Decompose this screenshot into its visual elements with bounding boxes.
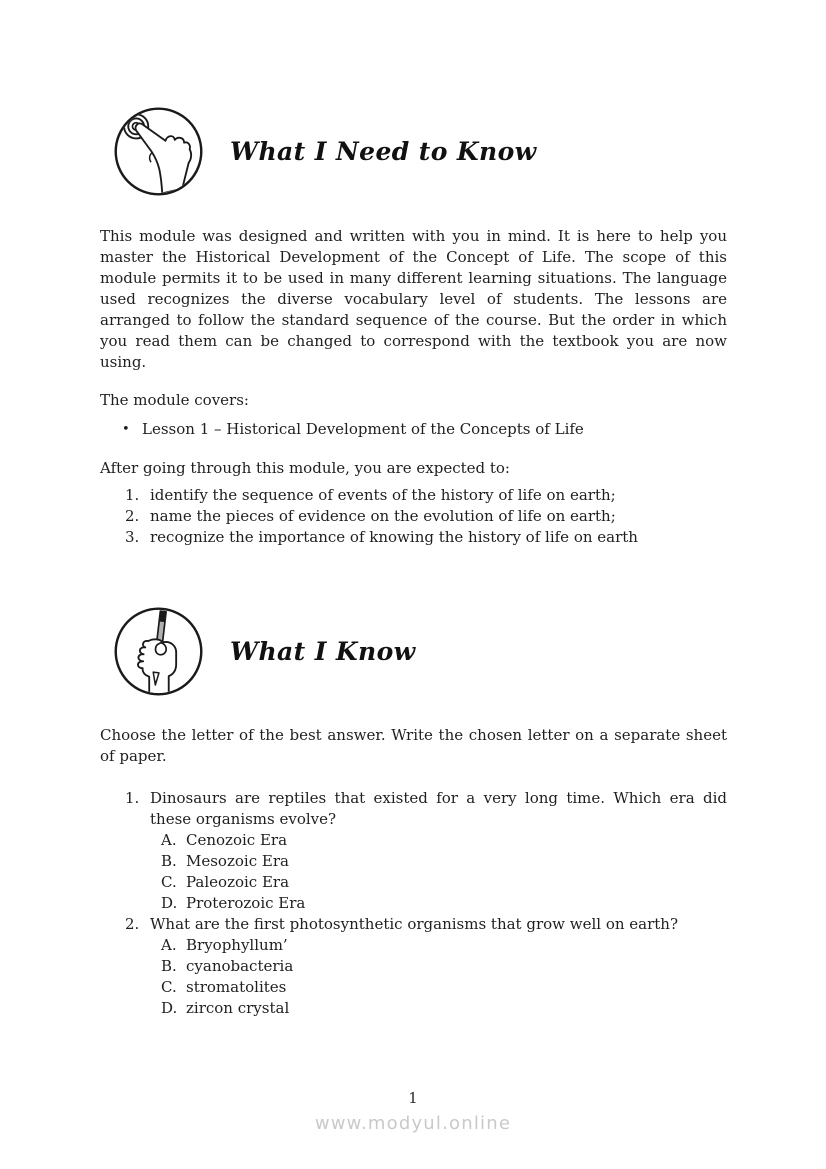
objective-text: name the pieces of evidence on the evolution of life on earth; [150, 507, 616, 525]
option-letter: A. [161, 936, 177, 954]
option-item [161, 830, 727, 851]
option-item [161, 893, 727, 914]
list-number: 1. [125, 486, 140, 504]
option-text: Bryophyllum’ [186, 936, 288, 954]
section1-header [100, 105, 727, 198]
option-letter: A. [161, 831, 177, 849]
objectives-list [125, 485, 727, 548]
option-item [161, 956, 727, 977]
option-text: Proterozoic Era [186, 894, 306, 912]
question-text: Dinosaurs are reptiles that existed for a very long time. Which era did these organisms evolve? [150, 789, 727, 828]
objective-item [125, 527, 727, 548]
option-letter: C. [161, 873, 177, 891]
objective-text: recognize the importance of knowing the history of life on earth [150, 528, 638, 546]
covers-item-text: Lesson 1 – Historical Development of the Concepts of Life [142, 420, 584, 438]
covers-label: The module covers: [100, 391, 249, 409]
option-letter: D. [161, 894, 178, 912]
question-list [125, 788, 727, 1019]
option-text: zircon crystal [186, 999, 290, 1017]
list-number: 3. [125, 528, 140, 546]
option-text: Mesozoic Era [186, 852, 289, 870]
option-item [161, 872, 727, 893]
objectives-label: After going through this module, you are expected to: [100, 459, 510, 477]
section2-title: What I Know [230, 637, 416, 666]
section1-intro: This module was designed and written with you in mind. It is here to help you master the Historical Development of the Concept of Life. The scope of this module permits it to be used in many different learning situations. The language used recognizes the diverse vocabulary level of students. The lessons are arranged to follow the standard sequence of the course. But the order in which you read them can be changed to correspond with the textbook you are now using. [100, 227, 727, 371]
option-item [161, 851, 727, 872]
option-letter: B. [161, 957, 177, 975]
option-letter: B. [161, 852, 177, 870]
options-list [161, 830, 727, 914]
option-item [161, 998, 727, 1019]
hand-holding-pencil-icon [112, 605, 205, 698]
section1-title: What I Need to Know [230, 137, 537, 166]
page-footer [0, 1089, 826, 1134]
question-item-1 [125, 788, 727, 914]
question-item-2 [125, 914, 727, 1019]
objective-item [125, 506, 727, 527]
question-number: 1. [125, 789, 140, 807]
option-text: stromatolites [186, 978, 287, 996]
question-number: 2. [125, 915, 140, 933]
page-number: 1 [408, 1089, 418, 1107]
covers-list-item [122, 419, 727, 440]
option-text: Paleozoic Era [186, 873, 290, 891]
bullet-marker: • [122, 422, 130, 437]
watermark: www.modyul.online [314, 1113, 512, 1134]
objective-item [125, 485, 727, 506]
options-list [161, 935, 727, 1019]
option-letter: D. [161, 999, 178, 1017]
section2-instructions: Choose the letter of the best answer. Write the chosen letter on a separate sheet of paper. [100, 726, 727, 765]
option-item [161, 977, 727, 998]
option-item [161, 935, 727, 956]
list-number: 2. [125, 507, 140, 525]
section2-header [100, 605, 727, 698]
option-letter: C. [161, 978, 177, 996]
touch-press-icon [112, 105, 205, 198]
question-text: What are the first photosynthetic organisms that grow well on earth? [150, 915, 679, 933]
option-text: Cenozoic Era [186, 831, 288, 849]
objective-text: identify the sequence of events of the history of life on earth; [150, 486, 616, 504]
option-text: cyanobacteria [186, 957, 294, 975]
